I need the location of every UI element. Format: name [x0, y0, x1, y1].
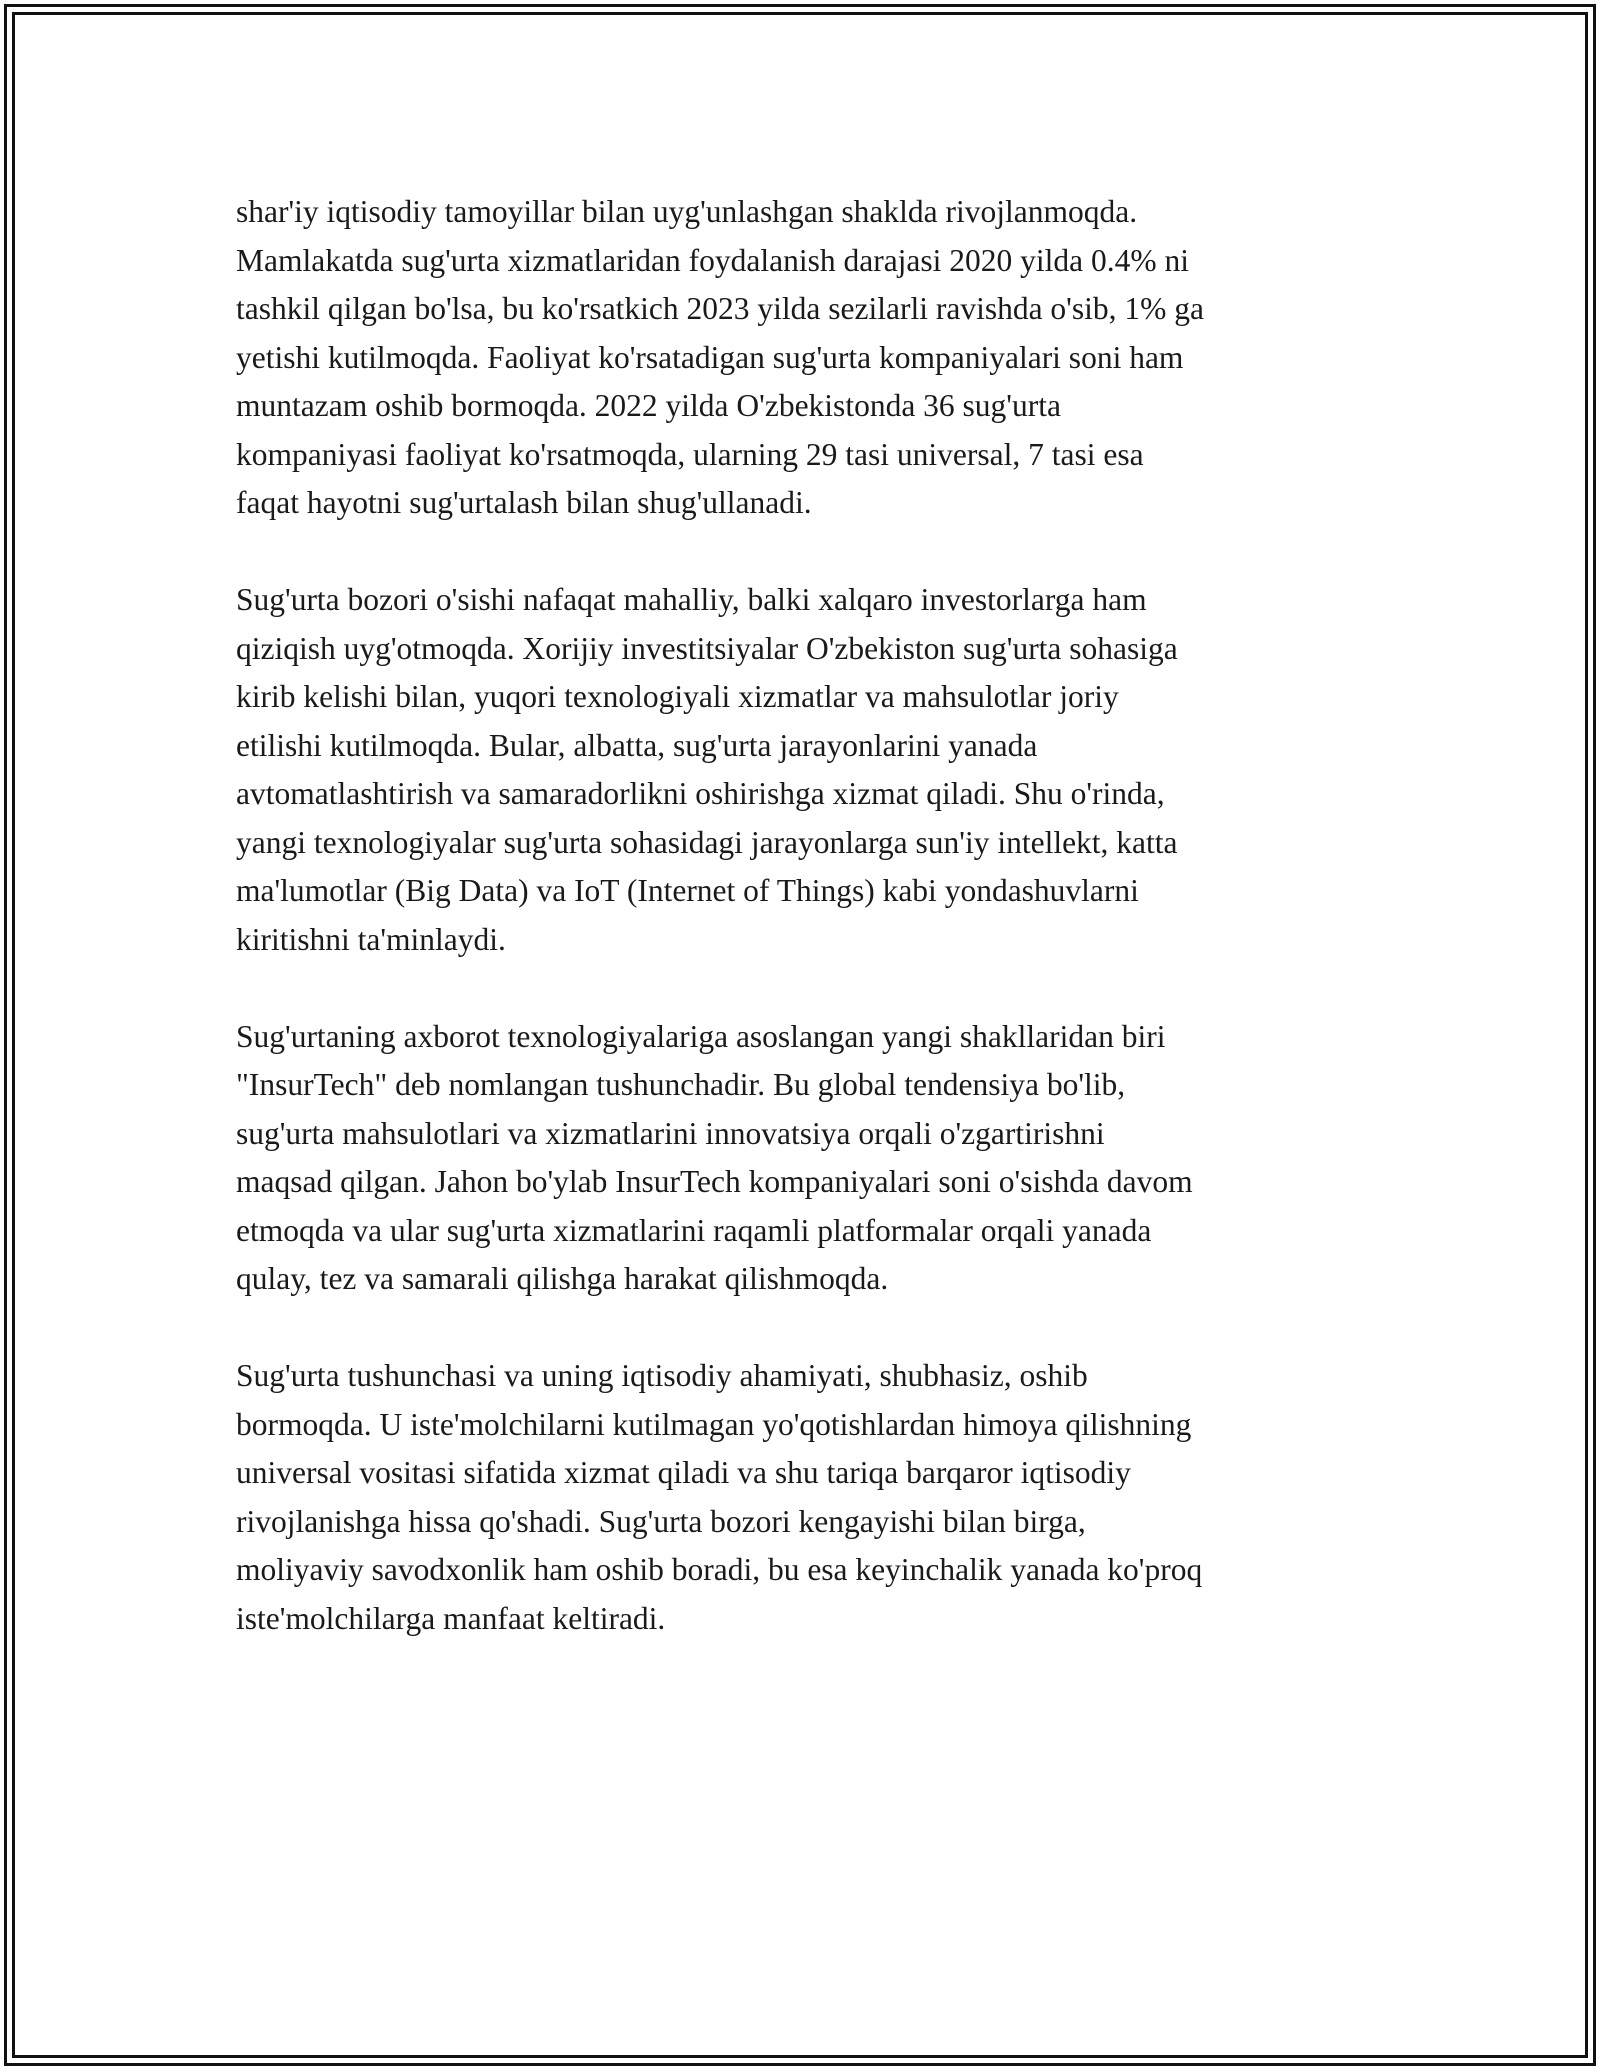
text-line: Sug'urta bozori o'sishi nafaqat mahalliy, balki xalqaro investorlarga ham: [236, 582, 1147, 617]
text-line: faqat hayotni sug'urtalash bilan shug'ullanadi.: [236, 485, 812, 520]
text-line: moliyaviy savodxonlik ham oshib boradi, bu esa keyinchalik yanada ko'proq: [236, 1552, 1203, 1587]
text-line: bormoqda. U iste'molchilarni kutilmagan yo'qotishlardan himoya qilishning: [236, 1406, 1192, 1442]
text-line: shar'iy iqtisodiy tamoyillar bilan uyg'unlashgan shaklda rivojlanmoqda.: [236, 194, 1138, 229]
text-line: Mamlakatda sug'urta xizmatlaridan foydalanish darajasi 2020 yilda 0.4% ni: [236, 242, 1190, 278]
text-line: kompaniyasi faoliyat ko'rsatmoqda, ularning 29 tasi universal, 7 tasi esa: [236, 436, 1144, 472]
text-line: tashkil qilgan bo'lsa, bu ko'rsatkich 2023 yilda sezilarli ravishda o'sib, 1% ga: [236, 291, 1204, 326]
text-line: universal vositasi sifatida xizmat qiladi va shu tariqa barqaror iqtisodiy: [236, 1455, 1131, 1490]
text-line: etilishi kutilmoqda. Bular, albatta, sug'urta jarayonlarini yanada: [236, 727, 1038, 763]
text-line: iste'molchilarga manfaat keltiradi.: [236, 1600, 666, 1636]
text-line: etmoqda va ular sug'urta xizmatlarini raqamli platformalar orqali yanada: [236, 1212, 1152, 1248]
text-line: rivojlanishga hissa qo'shadi. Sug'urta bozori kengayishi bilan birga,: [236, 1503, 1086, 1539]
text-line: yetishi kutilmoqda. Faoliyat ko'rsatadigan sug'urta kompaniyalari soni ham: [236, 339, 1184, 375]
text-line: ma'lumotlar (Big Data) va IoT (Internet of Things) kabi yondashuvlarni: [236, 873, 1139, 908]
text-line: qiziqish uyg'otmoqda. Xorijiy investitsiyalar O'zbekiston sug'urta sohasiga: [236, 630, 1178, 666]
paragraph-insurtech: [236, 1013, 1376, 1304]
text-line: avtomatlashtirish va samaradorlikni oshirishga xizmat qiladi. Shu o'rinda,: [236, 776, 1165, 811]
text-line: sug'urta mahsulotlari va xizmatlarini innovatsiya orqali o'zgartirishni: [236, 1115, 1105, 1151]
text-line: "InsurTech" deb nomlangan tushunchadir. Bu global tendensiya bo'lib,: [236, 1067, 1126, 1102]
paragraph-insurance-market-growth: [236, 188, 1376, 528]
text-line: kirib kelishi bilan, yuqori texnologiyali xizmatlar va mahsulotlar joriy: [236, 679, 1119, 714]
text-line: Sug'urta tushunchasi va uning iqtisodiy ahamiyati, shubhasiz, oshib: [236, 1358, 1088, 1393]
text-line: yangi texnologiyalar sug'urta sohasidagi jarayonlarga sun'iy intellekt, katta: [236, 824, 1178, 860]
text-line: maqsad qilgan. Jahon bo'ylab InsurTech kompaniyalari soni o'sishda davom: [236, 1164, 1193, 1199]
paragraph-foreign-investment: [236, 576, 1376, 964]
paragraph-economic-importance: [236, 1352, 1376, 1643]
document-body: [236, 188, 1376, 1692]
text-line: qulay, tez va samarali qilishga harakat qilishmoqda.: [236, 1261, 889, 1296]
text-line: kiritishni ta'minlaydi.: [236, 921, 506, 957]
text-line: muntazam oshib bormoqda. 2022 yilda O'zbekistonda 36 sug'urta: [236, 388, 1061, 423]
text-line: Sug'urtaning axborot texnologiyalariga asoslangan yangi shakllaridan biri: [236, 1018, 1166, 1054]
